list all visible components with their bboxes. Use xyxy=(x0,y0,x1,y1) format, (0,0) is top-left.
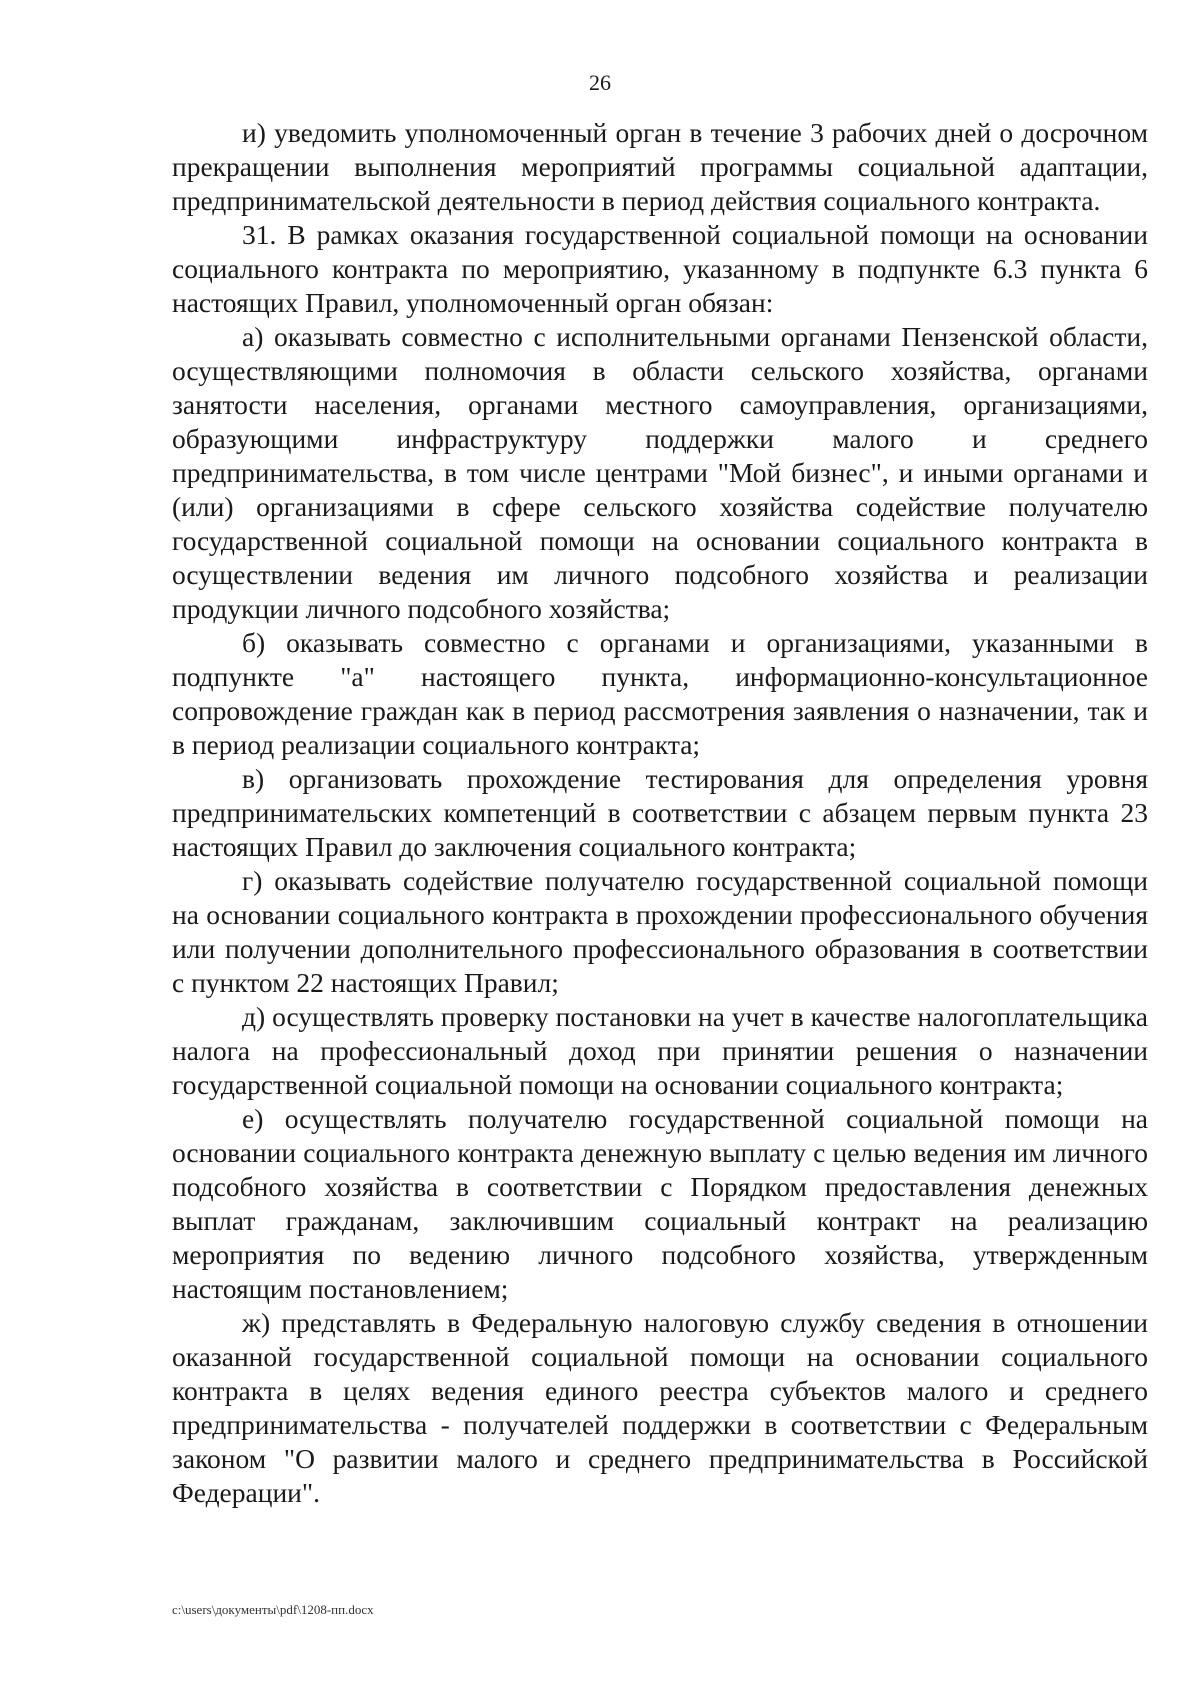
paragraph-item-i: и) уведомить уполномоченный орган в течение 3 рабочих дней о досрочном прекращении выполнения мероприятий программы социальной адаптации, предпринимательской деятельности в период действия социального контракта. xyxy=(172,117,1148,216)
paragraph-item-g: г) оказывать содействие получателю государственной социальной помощи на основании социального контракта в прохождении профессионального обучения или получении дополнительного профессионального образования в соответствии с пунктом 22 настоящих Правил; xyxy=(172,865,1148,998)
paragraph-item-e: е) осуществлять получателю государственной социальной помощи на основании социального контракта денежную выплату с целью ведения им личного подсобного хозяйства в соответствии с Порядком предоставления денежных выплат гражданам, заключившим социальный контракт на реализацию мероприятия по ведению личного подсобного хозяйства, утвержденным настоящим постановлением; xyxy=(172,1103,1148,1304)
paragraph-item-a: а) оказывать совместно с исполнительными органами Пензенской области, осуществляющими полномочия в области сельского хозяйства, органами занятости населения, органами местного самоуправления, организациями, образующими инфраструктуру поддержки малого и среднего предпринимательства, в том числе центрами "Мой бизнес", и иными органами и (или) организациями в сфере сельского хозяйства содействие получателю государственной социальной помощи на основании социального контракта в осуществлении ведения им личного подсобного хозяйства и реализации продукции личного подсобного хозяйства; xyxy=(172,321,1148,624)
paragraph-item-b: б) оказывать совместно с органами и организациями, указанными в подпункте "а" настоящего пункта, информационно-консультационное сопровождение граждан как в период рассмотрения заявления о назначении, так и в период реализации социального контракта; xyxy=(172,627,1148,760)
document-body xyxy=(172,116,1148,1510)
paragraph-item-zh: ж) представлять в Федеральную налоговую службу сведения в отношении оказанной государственной социальной помощи на основании социального контракта в целях ведения единого реестра субъектов малого и среднего предпринимательства - получателей поддержки в соответствии с Федеральным законом "О развитии малого и среднего предпринимательства в Российской Федерации". xyxy=(172,1307,1148,1508)
paragraph-clause-31: 31. В рамках оказания государственной социальной помощи на основании социального контракта по мероприятию, указанному в подпункте 6.3 пункта 6 настоящих Правил, уполномоченный орган обязан: xyxy=(172,219,1148,318)
footer-file-path: c:\users\документы\pdf\1208-пп.docx xyxy=(172,1602,374,1617)
page-number: 26 xyxy=(589,70,611,95)
paragraph-item-d: д) осуществлять проверку постановки на учет в качестве налогоплательщика налога на профессиональный доход при принятии решения о назначении государственной социальной помощи на основании социального контракта; xyxy=(172,1001,1148,1100)
paragraph-item-v: в) организовать прохождение тестирования для определения уровня предпринимательских компетенций в соответствии с абзацем первым пункта 23 настоящих Правил до заключения социального контракта; xyxy=(172,763,1148,862)
